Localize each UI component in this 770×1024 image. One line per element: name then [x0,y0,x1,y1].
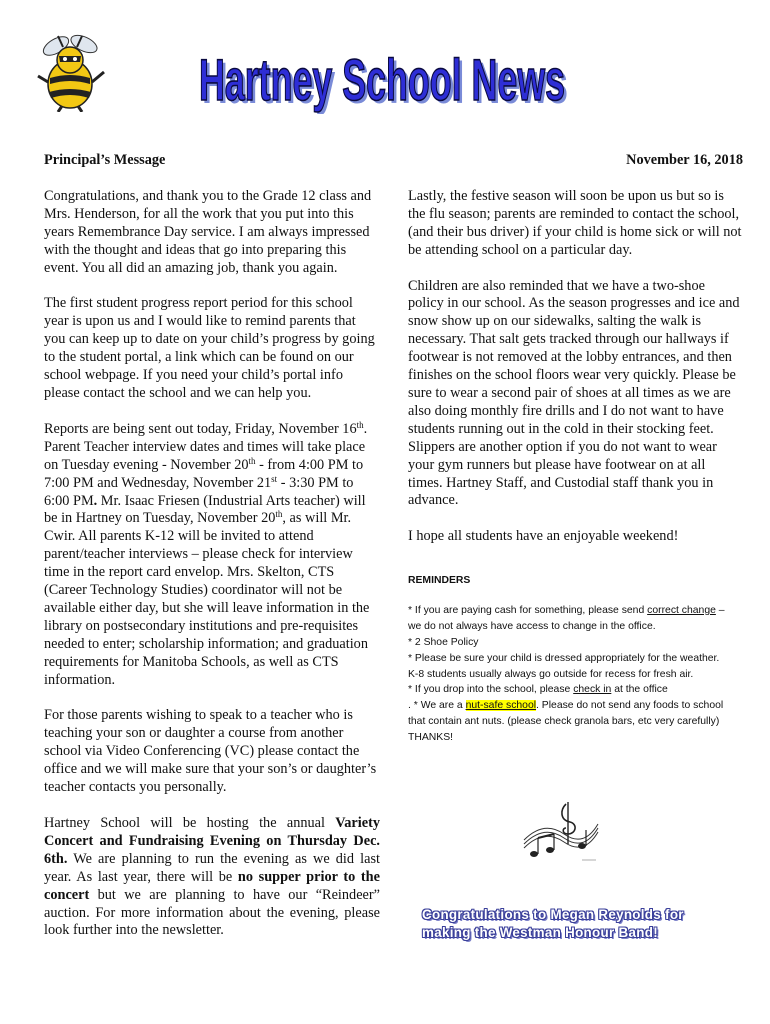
text-span: , as will Mr. Cwir. All parents K-12 will be invited to attend parent/teacher interviews – please check for interview time in the report card envelop. Mrs. Skelton, CTS (Career Technology Studies) coordinator will not be available either day, but she will leave information in the library on postsecondary institutions and pre-requisites needed to enter; scholarship information; and graduation requirements for Manitoba Schools, as well as CTS information. [44,510,370,688]
text-span: at the office [611,684,668,696]
svg-text:Hartney School News: Hartney School News [199,48,565,113]
svg-text:Hartney School News: Hartney School News [202,51,568,114]
paragraph-video-conferencing: For those parents wishing to speak to a teacher who is teaching your son or daughter a course from another school via Video Conferencing (VC) please contact the office and we will make sure that your son’s or daughter’s teacher contacts you personally. [44,707,377,796]
ordinal-suffix: st [271,473,278,484]
ordinal-suffix: th [275,509,283,520]
ordinal-suffix: th [356,419,364,430]
text-span: - from 4:00 PM to 7:00 PM and Wednesday, November 21 [44,456,364,491]
paragraph-reports-interviews [44,421,380,690]
text-span: Reports are being sent out today, Friday, November 16 [44,420,357,437]
music-notes-icon [520,800,600,862]
text-span: – we do not always have access to change in the office. [408,604,725,632]
paragraph-two-shoe-policy: Children are also reminded that we have a two-shoe policy in our school. As the season progresses and ice and snow show up on our sidewalks, salting the walk is necessary. That salt gets tracked through our hallways if footwear is not removed at the lobby entrances, and then finishes on the school floors wear very quickly. Please be sure to wear a second pair of shoes at all times as we are also doing monthly fire drills and I do not want to have students running out in the cold in their stocking feet. Slippers are another option if you do not want to wear your gym runners but please have footwear on at all times. Hartney Staff, and Custodial staff thank you in advance. [408,277,740,509]
reminders-section [408,573,728,746]
reminder-item: * Please be sure your child is dressed appropriately for the weather. K-8 students usually always go outside for recess for fresh air. [408,652,720,680]
newsletter-date: November 16, 2018 [626,152,743,168]
text-span: - 3:30 PM to 6:00 PM [44,474,354,509]
congrats-line-2: making the Westman Honour Band! [422,925,658,940]
no-supper-highlight: no supper prior to the concert [44,868,380,903]
text-span: . * We are a [408,700,466,712]
text-span: but we are planning to have our “Reindeer” auction. For more information about the evening, please look further into the newsletter. [44,886,380,939]
text-span: * If you are paying cash for something, please send [408,604,648,616]
hornet-mascot-icon [30,32,114,112]
reminder-item [408,698,728,746]
text-span: Mr. Isaac Friesen (Industrial Arts teacher) will be in Hartney on Tuesday, November 20 [44,492,366,527]
highlighted-text: nut-safe school [465,700,537,712]
paragraph-flu-season: Lastly, the festive season will soon be upon us but so is the flu season; parents are reminded to contact the school, (and their bus driver) if your child is home sick or will not be attending school on a particular day. [408,187,742,258]
text-span: . Parent Teacher interview dates and times will take place on Tuesday evening - November 20 [44,420,368,473]
underlined-text: correct change [647,604,716,616]
bold-period: . [93,492,98,509]
paragraph-weekend: I hope all students have an enjoyable weekend! [408,528,679,545]
underlined-text: check in [573,684,612,696]
ordinal-suffix: th [248,455,256,466]
paragraph-remembrance-day: Congratulations, and thank you to the Grade 12 class and Mrs. Henderson, for all the work that you put into this years Remembrance Day service. I am always impressed with the thought and ideas that go into preparing this event. You all did an amazing job, thank you again. [44,187,372,276]
reminders-title: REMINDERS [408,575,471,586]
paragraph-progress-report: The first student progress report period for this school year is upon us and I would like to remind parents that you can keep up to date on your child’s progress by going to the student portal, a link which can be found on our school webpage. If you need your child’s portal info please contact the school and we can help you. [44,295,375,401]
text-span: We are planning to run the evening as we did last year. As last year, there will be [44,850,380,885]
reminder-item: * 2 Shoe Policy [408,636,479,648]
paragraph-variety-concert [44,815,380,940]
principal-message-column [44,152,380,940]
text-span: * If you drop into the school, please [408,684,574,696]
reminder-item [408,682,728,698]
principal-message-heading: Principal’s Message [44,152,166,168]
right-column [408,152,743,546]
reminder-item [408,603,728,635]
concert-highlight: Variety Concert and Fundraising Evening on Thursday Dec. 6th. [44,815,380,867]
text-span: Hartney School will be hosting the annual [44,815,336,831]
masthead-title [190,32,570,114]
congrats-line-1: Congratulations to Megan Reynolds for [422,907,684,922]
text-span: . Please do not send any foods to school that contain ant nuts. (please check granola bars, etc very carefully) THANKS! [408,700,724,744]
congratulations-banner [422,906,742,942]
